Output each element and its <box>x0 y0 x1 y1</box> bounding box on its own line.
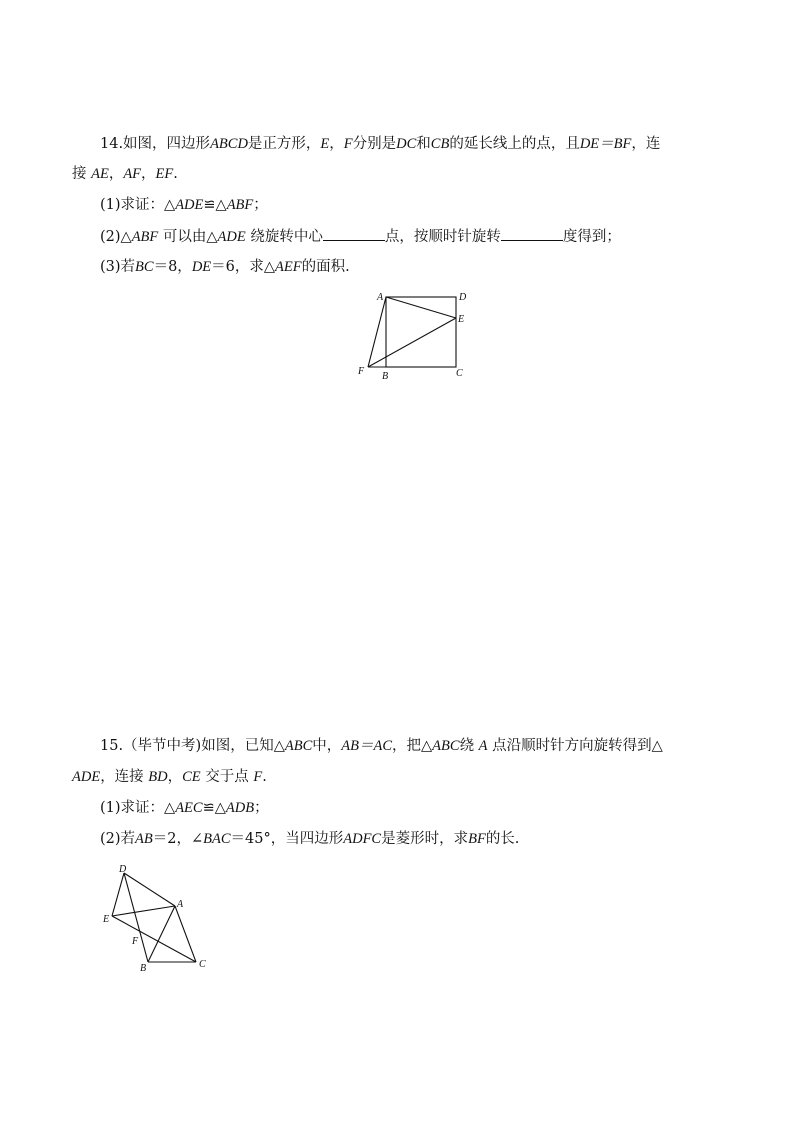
segment-de <box>112 873 124 916</box>
label-A: A <box>177 899 184 910</box>
label-F: F <box>358 366 365 377</box>
q15-line2: ADE，连接 BD，CE 交于点 F. <box>72 769 267 785</box>
label-D: D <box>119 864 127 875</box>
label-F: F <box>132 936 139 947</box>
q15-line1: 15.（毕节中考)如图，已知△ABC中，AB＝AC，把△ABC绕 A 点沿顺时针方向旋转得到△ <box>100 738 663 754</box>
q14-part2: (2)△ABF 可以由△ADE 绕旋转中心 点，按顺时针旋转 度得到； <box>100 226 621 247</box>
q15-part1: (1)求证：△AEC≌△ADB； <box>100 800 269 816</box>
segment-ea <box>112 906 175 916</box>
label-C: C <box>456 368 463 379</box>
q15-part2: (2)若AB＝2，∠BAC＝45°，当四边形ADFC是菱形时，求BF的长. <box>100 831 520 847</box>
label-E: E <box>103 914 110 925</box>
q14-part3: (3)若BC＝8，DE＝6，求△AEF的面积. <box>100 259 350 275</box>
q14-part1: (1)求证：△ADE≌△ABF； <box>100 197 268 213</box>
label-A: A <box>377 292 384 303</box>
label-E: E <box>458 314 465 325</box>
segment-ab <box>148 906 175 962</box>
q14-line1: 14.如图，四边形ABCD是正方形，E，F分别是DC和CB的延长线上的点，且DE＝BF，连 <box>100 136 661 152</box>
label-C: C <box>199 959 206 970</box>
label-B: B <box>382 371 389 382</box>
segment-ec <box>112 916 196 962</box>
q14-line2: 接 AE，AF，EF. <box>72 166 178 182</box>
label-B: B <box>140 963 147 974</box>
segment-ac <box>175 906 196 962</box>
label-D: D <box>459 292 467 303</box>
